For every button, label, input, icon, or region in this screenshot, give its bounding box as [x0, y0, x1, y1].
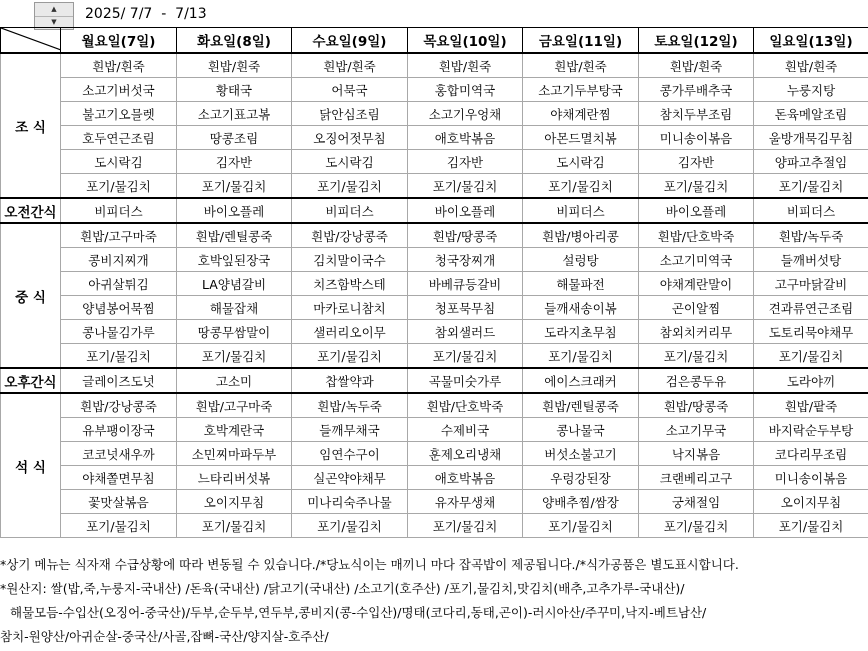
menu-cell[interactable]: 포기/물김치 [523, 344, 639, 369]
menu-cell[interactable]: 포기/물김치 [408, 514, 523, 538]
menu-cell[interactable]: 흰밥/강낭콩죽 [292, 223, 408, 248]
day-header: 일요일(13일) [754, 28, 868, 54]
menu-cell[interactable]: 콩나물국 [523, 418, 639, 442]
menu-cell[interactable]: 땅콩조림 [177, 126, 292, 150]
menu-row [1, 150, 868, 174]
menu-cell[interactable]: 포기/물김치 [177, 344, 292, 369]
menu-cell[interactable]: 흰밥/흰죽 [754, 53, 868, 78]
menu-cell[interactable]: 호박계란국 [177, 418, 292, 442]
menu-row [1, 78, 868, 102]
menu-cell[interactable]: 흰밥/흰죽 [177, 53, 292, 78]
menu-cell[interactable]: 흰밥/고구마죽 [177, 393, 292, 418]
menu-row [1, 102, 868, 126]
menu-cell[interactable]: 야채쫄면무침 [61, 466, 177, 490]
menu-cell[interactable]: 양파고추절임 [754, 150, 868, 174]
menu-row [1, 272, 868, 296]
menu-cell[interactable]: 바이오플레 [408, 198, 523, 223]
menu-cell[interactable]: 포기/물김치 [639, 514, 754, 538]
menu-cell[interactable]: 미니송이볶음 [754, 466, 868, 490]
menu-cell[interactable]: 고구마닭갈비 [754, 272, 868, 296]
menu-cell[interactable]: 바지락순두부탕 [754, 418, 868, 442]
menu-cell[interactable]: 콩가루배추국 [639, 78, 754, 102]
weekly-menu-table [0, 27, 868, 538]
meal-label: 오전간식 [1, 198, 61, 223]
menu-cell[interactable]: 흰밥/흰죽 [523, 53, 639, 78]
menu-cell[interactable]: 야채계란찜 [523, 102, 639, 126]
menu-cell[interactable]: 참외샐러드 [408, 320, 523, 344]
menu-cell[interactable]: 포기/물김치 [639, 174, 754, 199]
menu-cell[interactable]: 소고기표고볶 [177, 102, 292, 126]
menu-cell[interactable]: 치즈함박스테 [292, 272, 408, 296]
note-line: 참치-원양산/아귀순살-중국산/사골,잡뼈-국산/양지살-호주산/ [0, 629, 329, 644]
menu-cell[interactable]: 포기/물김치 [408, 174, 523, 199]
menu-cell[interactable]: 포기/물김치 [754, 174, 868, 199]
menu-cell[interactable]: 비피더스 [292, 198, 408, 223]
menu-cell[interactable]: 샐러리오이무 [292, 320, 408, 344]
spin-up-icon[interactable]: ▲ [35, 3, 73, 17]
menu-cell[interactable]: 오이지무침 [177, 490, 292, 514]
menu-cell[interactable]: 바이오플레 [177, 198, 292, 223]
menu-cell[interactable]: 흰밥/땅콩죽 [639, 393, 754, 418]
note-line: *원산지: 쌀(밥,죽,누룽지-국내산) /돈육(국내산) /닭고기(국내산) /소고기(호주산) /포기,물김치,맛김치(배추,고추가루-국내산)/ [0, 581, 685, 596]
menu-cell[interactable]: 버섯소불고기 [523, 442, 639, 466]
menu-row [1, 368, 868, 393]
menu-cell[interactable]: 돈육메알조림 [754, 102, 868, 126]
menu-row [1, 296, 868, 320]
menu-cell[interactable]: 들깨버섯탕 [754, 248, 868, 272]
spin-control[interactable] [34, 2, 74, 30]
menu-cell[interactable]: 도시락김 [523, 150, 639, 174]
menu-cell[interactable]: 흰밥/흰죽 [408, 53, 523, 78]
menu-cell[interactable]: 포기/물김치 [292, 514, 408, 538]
menu-cell[interactable]: 포기/물김치 [61, 174, 177, 199]
menu-cell[interactable]: 흰밥/흰죽 [639, 53, 754, 78]
meal-label: 조 식 [1, 53, 61, 198]
day-header: 화요일(8일) [177, 28, 292, 54]
menu-cell[interactable]: 누룽지탕 [754, 78, 868, 102]
menu-row [1, 126, 868, 150]
menu-cell[interactable]: 포기/물김치 [523, 514, 639, 538]
menu-cell[interactable]: 소고기우엉채 [408, 102, 523, 126]
menu-cell[interactable]: 들깨무채국 [292, 418, 408, 442]
diagonal-divider [1, 28, 61, 52]
menu-cell[interactable]: 소고기미역국 [639, 248, 754, 272]
menu-cell[interactable]: 고소미 [177, 368, 292, 393]
meal-label: 오후간식 [1, 368, 61, 393]
menu-cell[interactable]: 포기/물김치 [177, 514, 292, 538]
note-line: 해물모듬-수입산(오징어-중국산)/두부,순두부,연두부,콩비지(콩-수입산)/명태(코다리,동태,곤이)-러시아산/주꾸미,낙지-베트남산/ [10, 605, 707, 620]
menu-cell[interactable]: 소고기두부탕국 [523, 78, 639, 102]
menu-cell[interactable]: 포기/물김치 [61, 514, 177, 538]
menu-cell[interactable]: 포기/물김치 [754, 344, 868, 369]
menu-cell[interactable]: 땅콩무쌈말이 [177, 320, 292, 344]
menu-cell[interactable]: 검은콩두유 [639, 368, 754, 393]
menu-row [1, 223, 868, 248]
menu-cell[interactable]: 김자반 [639, 150, 754, 174]
menu-row [1, 320, 868, 344]
menu-cell[interactable]: 흰밥/렌틸콩죽 [523, 393, 639, 418]
menu-cell[interactable]: 낙지볶음 [639, 442, 754, 466]
menu-cell[interactable]: 흰밥/녹두죽 [292, 393, 408, 418]
header-row [1, 28, 868, 54]
menu-cell[interactable]: 들깨새송이볶 [523, 296, 639, 320]
note-line: *상기 메뉴는 식자재 수급상황에 따라 변동될 수 있습니다./*당뇨식이는 매끼니 마다 잡곡밥이 제공됩니다./*식가공품은 별도표시합니다. [0, 557, 739, 572]
menu-cell[interactable]: 설렁탕 [523, 248, 639, 272]
menu-cell[interactable]: 포기/물김치 [177, 174, 292, 199]
menu-cell[interactable]: 소민찌마파두부 [177, 442, 292, 466]
menu-cell[interactable]: 호박잎된장국 [177, 248, 292, 272]
menu-cell[interactable]: 아귀살튀김 [61, 272, 177, 296]
menu-cell[interactable]: 견과류연근조림 [754, 296, 868, 320]
menu-cell[interactable]: 비피더스 [523, 198, 639, 223]
menu-cell[interactable]: 흰밥/단호박죽 [408, 393, 523, 418]
menu-cell[interactable]: 흰밥/고구마죽 [61, 223, 177, 248]
day-header: 금요일(11일) [523, 28, 639, 54]
menu-cell[interactable]: 유부팽이장국 [61, 418, 177, 442]
menu-cell[interactable]: 청포묵무침 [408, 296, 523, 320]
menu-cell[interactable]: 포기/물김치 [754, 514, 868, 538]
menu-cell[interactable]: 도시락김 [292, 150, 408, 174]
menu-cell[interactable]: 꽃맛살볶음 [61, 490, 177, 514]
menu-cell[interactable]: 흰밥/렌틸콩죽 [177, 223, 292, 248]
menu-cell[interactable]: 참외치커리무 [639, 320, 754, 344]
day-header: 월요일(7일) [61, 28, 177, 54]
menu-cell[interactable]: 코코넛새우까 [61, 442, 177, 466]
menu-row [1, 514, 868, 538]
menu-cell[interactable]: 미나리숙주나물 [292, 490, 408, 514]
menu-cell[interactable]: 포기/물김치 [523, 174, 639, 199]
menu-cell[interactable]: 유자무생채 [408, 490, 523, 514]
menu-cell[interactable]: 해물파전 [523, 272, 639, 296]
menu-cell[interactable]: 흰밥/단호박죽 [639, 223, 754, 248]
menu-cell[interactable]: 훈제오리냉채 [408, 442, 523, 466]
menu-cell[interactable]: 흰밥/땅콩죽 [408, 223, 523, 248]
menu-cell[interactable]: 오이지무침 [754, 490, 868, 514]
menu-row [1, 174, 868, 199]
menu-cell[interactable]: 포기/물김치 [292, 174, 408, 199]
menu-cell[interactable]: 미니송이볶음 [639, 126, 754, 150]
menu-cell[interactable]: 해물잡채 [177, 296, 292, 320]
spin-down-icon[interactable]: ▼ [51, 18, 57, 26]
menu-cell[interactable]: 오징어젓무침 [292, 126, 408, 150]
menu-cell[interactable]: 김자반 [408, 150, 523, 174]
notes [0, 553, 868, 649]
menu-cell[interactable]: 콩비지찌개 [61, 248, 177, 272]
menu-cell[interactable]: 도라야끼 [754, 368, 868, 393]
menu-row [1, 490, 868, 514]
menu-cell[interactable]: 포기/물김치 [61, 344, 177, 369]
menu-cell[interactable]: 울방개묵김무침 [754, 126, 868, 150]
menu-cell[interactable]: 야채계란말이 [639, 272, 754, 296]
menu-cell[interactable]: 느타리버섯볶 [177, 466, 292, 490]
menu-cell[interactable]: 글레이즈도넛 [61, 368, 177, 393]
menu-cell[interactable]: 홍합미역국 [408, 78, 523, 102]
menu-cell[interactable]: 도시락김 [61, 150, 177, 174]
menu-cell[interactable]: 찹쌀약과 [292, 368, 408, 393]
menu-cell[interactable]: 포기/물김치 [408, 344, 523, 369]
menu-row [1, 418, 868, 442]
meal-label: 석 식 [1, 393, 61, 538]
menu-cell[interactable]: 양념봉어묵찜 [61, 296, 177, 320]
menu-cell[interactable]: 곡물미숫가루 [408, 368, 523, 393]
menu-cell[interactable]: 김치말이국수 [292, 248, 408, 272]
menu-cell[interactable]: 호두연근조림 [61, 126, 177, 150]
menu-row [1, 393, 868, 418]
menu-cell[interactable]: 불고기오믈렛 [61, 102, 177, 126]
menu-cell[interactable]: 닭안심조림 [292, 102, 408, 126]
menu-cell[interactable]: 어묵국 [292, 78, 408, 102]
day-header: 수요일(9일) [292, 28, 408, 54]
menu-cell[interactable]: 흰밥/강낭콩죽 [61, 393, 177, 418]
menu-cell[interactable]: 김자반 [177, 150, 292, 174]
menu-cell[interactable]: 코다리무조림 [754, 442, 868, 466]
menu-cell[interactable]: 수제비국 [408, 418, 523, 442]
menu-row [1, 466, 868, 490]
menu-cell[interactable]: 포기/물김치 [292, 344, 408, 369]
day-header: 목요일(10일) [408, 28, 523, 54]
menu-row [1, 344, 868, 369]
menu-cell[interactable]: 에이스크래커 [523, 368, 639, 393]
menu-cell[interactable]: 곤이알찜 [639, 296, 754, 320]
menu-cell[interactable]: 흰밥/흰죽 [61, 53, 177, 78]
day-header: 토요일(12일) [639, 28, 754, 54]
menu-cell[interactable]: 흰밥/팥죽 [754, 393, 868, 418]
menu-cell[interactable]: 양배추찜/쌈장 [523, 490, 639, 514]
menu-cell[interactable]: 흰밥/흰죽 [292, 53, 408, 78]
menu-cell[interactable]: 임연수구이 [292, 442, 408, 466]
menu-cell[interactable]: 참치두부조림 [639, 102, 754, 126]
menu-cell[interactable]: 비피더스 [61, 198, 177, 223]
menu-cell[interactable]: 도토리묵야채무 [754, 320, 868, 344]
menu-cell[interactable]: 콩나물김가루 [61, 320, 177, 344]
menu-cell[interactable]: 소고기버섯국 [61, 78, 177, 102]
date-range: 2025/ 7/7 - 7/13 [85, 6, 207, 22]
menu-cell[interactable]: 실곤약야채무 [292, 466, 408, 490]
menu-row [1, 53, 868, 78]
meal-label: 중 식 [1, 223, 61, 368]
menu-cell[interactable]: 애호박볶음 [408, 466, 523, 490]
menu-cell[interactable]: 흰밥/병아리콩 [523, 223, 639, 248]
menu-row [1, 442, 868, 466]
menu-cell[interactable]: 우렁강된장 [523, 466, 639, 490]
menu-cell[interactable]: 궁채절임 [639, 490, 754, 514]
menu-row [1, 198, 868, 223]
menu-cell[interactable]: 애호박볶음 [408, 126, 523, 150]
menu-cell[interactable]: LA양념갈비 [177, 272, 292, 296]
menu-cell[interactable]: 흰밥/녹두죽 [754, 223, 868, 248]
menu-row [1, 248, 868, 272]
menu-cell[interactable]: 바이오플레 [639, 198, 754, 223]
menu-cell[interactable]: 소고기무국 [639, 418, 754, 442]
corner-cell [1, 28, 61, 54]
menu-cell[interactable]: 황태국 [177, 78, 292, 102]
menu-cell[interactable]: 청국장찌개 [408, 248, 523, 272]
menu-cell[interactable]: 아몬드멸치볶 [523, 126, 639, 150]
menu-cell[interactable]: 마카로니참치 [292, 296, 408, 320]
menu-cell[interactable]: 크랜베리고구 [639, 466, 754, 490]
menu-cell[interactable]: 포기/물김치 [639, 344, 754, 369]
menu-cell[interactable]: 비피더스 [754, 198, 868, 223]
menu-cell[interactable]: 도라지초무침 [523, 320, 639, 344]
menu-cell[interactable]: 바베큐등갈비 [408, 272, 523, 296]
